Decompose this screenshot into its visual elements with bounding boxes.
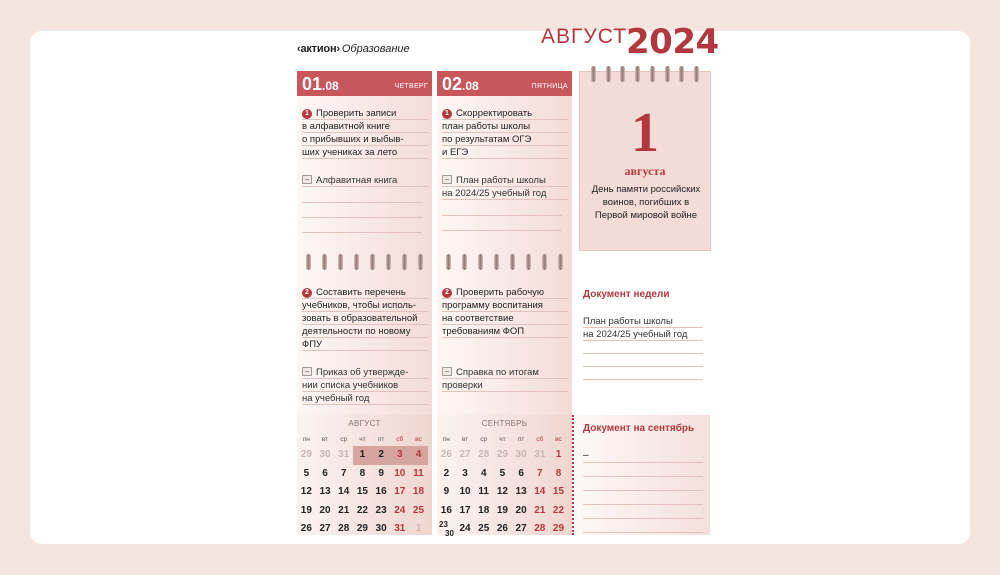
september-doc-first-line: – xyxy=(583,449,703,463)
text-line-content: ших учениках за лето xyxy=(302,147,398,158)
text-line xyxy=(442,379,568,392)
text-line-content: на 2024/25 учебный год xyxy=(442,188,547,199)
text-line xyxy=(302,299,428,312)
featured-description: День памяти российских воинов, погибших в Первой мировой войне xyxy=(591,184,701,221)
day-header xyxy=(297,71,432,96)
calendar-day: 17 xyxy=(394,486,406,497)
week-row xyxy=(437,502,572,521)
ring xyxy=(322,254,327,270)
text-line-content: Составить перечень xyxy=(316,287,406,298)
calendar-day: 24 xyxy=(459,523,471,534)
calendar-day: 9 xyxy=(378,467,384,479)
calendar-day: 18 xyxy=(412,486,425,497)
week-row xyxy=(297,502,432,521)
text-line xyxy=(302,120,428,133)
ring xyxy=(665,66,670,82)
blank-line xyxy=(583,491,703,505)
ring xyxy=(402,254,407,270)
ring xyxy=(591,66,596,82)
calendar-day: 21 xyxy=(534,504,546,516)
text-line-content: зовать в образовательной xyxy=(302,313,418,324)
calendar-day: 19 xyxy=(300,504,312,516)
week-doc-title: Документ недели xyxy=(583,289,670,300)
calendar-day: 5 xyxy=(499,467,506,479)
calendar-day: 30 xyxy=(375,523,387,534)
text-line xyxy=(442,133,568,146)
weekday-header: ср xyxy=(480,436,488,443)
ring xyxy=(494,254,499,270)
binder-rings xyxy=(437,254,572,272)
ring xyxy=(650,66,655,82)
calendar-day: 13 xyxy=(319,486,331,497)
calendar-day: 16 xyxy=(440,504,452,516)
blank-line xyxy=(583,477,703,491)
blank-line xyxy=(302,232,422,233)
brand-logo xyxy=(297,43,410,55)
ring xyxy=(620,66,625,82)
featured-month: августа xyxy=(624,164,666,178)
ring xyxy=(418,254,423,270)
task-item xyxy=(302,107,428,159)
calendar-day: 11 xyxy=(413,467,424,479)
text-line-content: в алфавитной книге xyxy=(302,121,391,132)
text-line-content: о прибывших и выбыв- xyxy=(302,134,404,145)
calendar-day-stacked xyxy=(439,520,454,538)
text-line-content: на 2024/25 учебный год xyxy=(583,329,688,340)
calendar-day: 28 xyxy=(534,523,546,534)
calendar-day: 29 xyxy=(356,523,368,534)
calendar-day: 18 xyxy=(478,504,490,516)
ring xyxy=(679,66,684,82)
document-icon xyxy=(302,175,312,184)
day-month-value: .08 xyxy=(322,79,339,93)
dotted-divider xyxy=(572,415,574,535)
calendar-day: 8 xyxy=(359,467,366,479)
week-row xyxy=(297,465,432,484)
weekday-header-row xyxy=(297,434,432,446)
text-line xyxy=(442,187,568,200)
text-line xyxy=(302,325,428,338)
text-line xyxy=(302,133,428,146)
weekday-header: сб xyxy=(396,436,404,443)
calendar-day: 26 xyxy=(300,523,312,534)
calendar-day: 20 xyxy=(515,504,527,516)
blank-line xyxy=(583,505,703,519)
calendar-day: 25 xyxy=(478,523,490,534)
task-item xyxy=(302,286,428,351)
text-line-content: и ЕГЭ xyxy=(442,147,469,158)
ring xyxy=(306,254,311,270)
text-line-content: Приказ об утвержде- xyxy=(316,367,409,378)
calendar-day: 26 xyxy=(440,449,452,460)
calendar-day: 11 xyxy=(478,486,489,497)
blank-line xyxy=(583,341,703,354)
calendar-day: 23 xyxy=(375,504,387,516)
task-item xyxy=(442,107,568,159)
calendar-day xyxy=(437,520,456,539)
calendar-day: 28 xyxy=(478,449,490,460)
blank-line xyxy=(302,202,422,203)
calendar-day: 7 xyxy=(340,467,347,479)
day-number-value: 02 xyxy=(442,74,463,94)
stacked-day-b: 30 xyxy=(445,529,454,538)
calendar-day: 3 xyxy=(390,446,409,465)
calendar-day: 22 xyxy=(356,504,368,516)
mini-calendar-grid xyxy=(437,434,572,539)
text-line-content: деятельности по новому xyxy=(302,326,411,337)
stacked-day-a: 23 xyxy=(439,520,448,529)
calendar-day: 10 xyxy=(459,486,471,497)
document-icon xyxy=(302,367,312,376)
number-badge-icon: 2 xyxy=(302,288,312,298)
text-line-content: нии списка учебников xyxy=(302,380,399,391)
number-badge-icon: 1 xyxy=(302,109,312,119)
calendar-day: 12 xyxy=(496,486,508,497)
calendar-day: 14 xyxy=(534,486,546,497)
mini-calendar-grid xyxy=(297,434,432,539)
text-line-content: Проверить записи xyxy=(316,108,397,119)
text-line xyxy=(442,299,568,312)
text-line xyxy=(442,312,568,325)
text-line xyxy=(442,286,568,299)
blank-line xyxy=(583,519,703,533)
year-title: 2024 xyxy=(626,22,719,62)
calendar-day: 15 xyxy=(552,486,565,497)
text-line-content: Скорректировать xyxy=(456,108,533,119)
mini-calendar xyxy=(437,415,572,538)
calendar-day: 30 xyxy=(319,449,331,460)
weekday-header: вт xyxy=(461,436,469,443)
calendar-day: 1 xyxy=(415,523,422,534)
weekday-header: пт xyxy=(377,436,385,443)
calendar-day: 3 xyxy=(462,467,468,479)
calendar-day: 12 xyxy=(300,486,312,497)
text-line xyxy=(302,286,428,299)
calendar-day: 27 xyxy=(515,523,527,534)
calendar-day: 28 xyxy=(338,523,350,534)
number-badge-icon: 1 xyxy=(442,109,452,119)
document-item xyxy=(442,366,568,392)
calendar-day: 9 xyxy=(443,486,450,497)
ring xyxy=(446,254,451,270)
blank-line xyxy=(302,217,422,218)
calendar-day: 15 xyxy=(356,486,368,497)
weekday-header: пн xyxy=(442,436,450,443)
text-line xyxy=(442,120,568,133)
text-line xyxy=(442,146,568,159)
september-doc-title: Документ на сентябрь xyxy=(583,423,695,434)
ring xyxy=(635,66,640,82)
text-line xyxy=(302,146,428,159)
calendar-day: 2 xyxy=(443,467,450,479)
ring xyxy=(478,254,483,270)
document-item xyxy=(302,366,428,405)
weekday-header: чт xyxy=(499,436,506,443)
text-line xyxy=(302,392,428,405)
document-icon xyxy=(442,175,452,184)
ring xyxy=(694,66,699,82)
text-line-content: на учебный год xyxy=(302,393,370,404)
week-row xyxy=(297,446,432,465)
calendar-day: 14 xyxy=(338,486,350,497)
calendar-day: 8 xyxy=(555,467,562,479)
ring xyxy=(462,254,467,270)
text-line xyxy=(442,325,568,338)
calendar-day: 24 xyxy=(394,504,406,516)
text-line-content: Проверить рабочую xyxy=(456,287,545,298)
text-line xyxy=(302,174,428,187)
week-row xyxy=(297,520,432,539)
calendar-day: 29 xyxy=(496,449,508,460)
blank-line xyxy=(442,230,562,231)
text-line-content: учебников, чтобы исполь- xyxy=(302,300,417,311)
weekday-header: вс xyxy=(415,436,422,443)
text-line-content: ФПУ xyxy=(302,339,323,350)
ring xyxy=(370,254,375,270)
text-line xyxy=(302,338,428,351)
weekday-header-row xyxy=(437,434,572,446)
blank-line xyxy=(583,463,703,477)
calendar-day: 20 xyxy=(319,504,331,516)
weekday-header: ср xyxy=(340,436,348,443)
text-line-content: План работы школы xyxy=(583,316,673,327)
calendar-day: 27 xyxy=(459,449,471,460)
text-line-content: по результатам ОГЭ xyxy=(442,134,532,145)
calendar-day: 22 xyxy=(552,504,565,516)
blank-line xyxy=(583,367,703,380)
week-row xyxy=(437,483,572,502)
weekday-header: чт xyxy=(359,436,366,443)
text-line xyxy=(302,107,428,120)
blank-line xyxy=(583,354,703,367)
text-line-content: План работы школы xyxy=(456,175,546,186)
document-item xyxy=(442,174,568,200)
calendar-day: 7 xyxy=(537,467,543,479)
text-line-content: на соответствие xyxy=(442,313,514,324)
document-item xyxy=(302,174,428,187)
blank-line xyxy=(442,215,562,216)
calendar-day: 2 xyxy=(372,446,391,465)
weekday-header: пн xyxy=(302,436,310,443)
featured-date-card xyxy=(579,71,711,251)
calendar-day: 13 xyxy=(515,486,527,497)
day-column xyxy=(437,71,572,415)
ring xyxy=(354,254,359,270)
weekday-header: вт xyxy=(321,436,329,443)
calendar-day: 31 xyxy=(534,449,546,460)
week-doc-lines xyxy=(583,315,703,380)
brand-logo-sub: Образование xyxy=(341,43,410,55)
calendar-day: 6 xyxy=(518,467,524,479)
weekday-header: вс xyxy=(555,436,562,443)
calendar-day: 29 xyxy=(552,523,565,534)
day-number xyxy=(442,74,479,95)
calendar-day: 10 xyxy=(394,467,406,479)
calendar-day: 17 xyxy=(459,504,471,516)
calendar-day: 4 xyxy=(480,467,487,479)
mini-calendar-month: АВГУСТ xyxy=(348,419,381,428)
week-row xyxy=(437,446,572,465)
ring xyxy=(386,254,391,270)
text-line xyxy=(302,366,428,379)
day-month-value: .08 xyxy=(462,79,479,93)
month-title: АВГУСТ xyxy=(541,25,628,48)
text-line xyxy=(302,312,428,325)
text-line xyxy=(583,315,703,328)
week-row xyxy=(297,483,432,502)
mini-calendar-month: СЕНТЯБРЬ xyxy=(481,419,528,428)
ring xyxy=(606,66,611,82)
calendar-day: 26 xyxy=(496,523,508,534)
day-number xyxy=(302,74,339,95)
featured-day-number: 1 xyxy=(631,102,659,164)
text-line xyxy=(442,174,568,187)
text-line xyxy=(302,379,428,392)
calendar-day: 21 xyxy=(338,504,350,516)
text-line-content: требованиям ФОП xyxy=(442,326,525,337)
calendar-day: 4 xyxy=(409,446,428,465)
day-number-value: 01 xyxy=(302,74,323,94)
text-line xyxy=(442,107,568,120)
week-row xyxy=(437,520,572,539)
calendar-day: 27 xyxy=(319,523,331,534)
calendar-day: 29 xyxy=(300,449,312,460)
text-line xyxy=(442,366,568,379)
ring xyxy=(526,254,531,270)
text-line-content: план работы школы xyxy=(442,121,531,132)
calendar-day: 25 xyxy=(412,504,425,516)
ring xyxy=(542,254,547,270)
mini-calendar xyxy=(297,415,432,535)
september-doc-lines xyxy=(583,449,703,533)
text-line-content: Алфавитная книга xyxy=(316,175,398,186)
text-line-content: проверки xyxy=(442,380,483,391)
calendar-day: 6 xyxy=(322,467,328,479)
calendar-day: 19 xyxy=(496,504,508,516)
document-icon xyxy=(442,367,452,376)
binder-rings xyxy=(580,66,710,82)
calendar-day: 16 xyxy=(375,486,387,497)
day-header xyxy=(437,71,572,96)
calendar-day: 31 xyxy=(394,523,406,534)
task-item xyxy=(442,286,568,338)
week-row xyxy=(437,465,572,484)
brand-logo-mark: ‹актион› xyxy=(297,43,340,55)
ring xyxy=(558,254,563,270)
text-line-content: Справка по итогам xyxy=(456,367,539,378)
binder-rings xyxy=(297,254,432,272)
calendar-day: 1 xyxy=(555,449,562,460)
ring xyxy=(338,254,343,270)
calendar-day: 30 xyxy=(515,449,527,460)
weekday-header: сб xyxy=(536,436,544,443)
weekday-header: пт xyxy=(517,436,525,443)
ring xyxy=(510,254,515,270)
calendar-day: 1 xyxy=(353,446,372,465)
text-line xyxy=(583,328,703,341)
text-line-content: программу воспитания xyxy=(442,300,543,311)
weekday-label: ЧЕТВЕРГ xyxy=(394,83,428,90)
calendar-day: 5 xyxy=(303,467,310,479)
calendar-day: 31 xyxy=(338,449,350,460)
day-column xyxy=(297,71,432,415)
number-badge-icon: 2 xyxy=(442,288,452,298)
weekday-label: ПЯТНИЦА xyxy=(531,83,568,90)
